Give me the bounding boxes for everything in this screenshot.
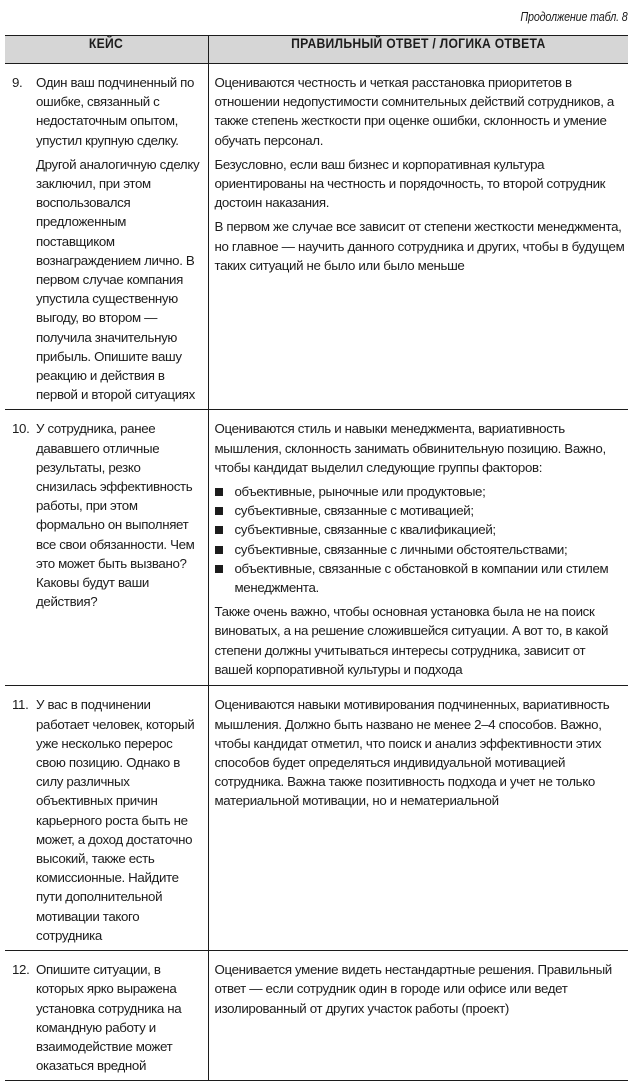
case-number: 12. xyxy=(12,962,30,978)
square-bullet-icon xyxy=(215,540,235,559)
square-bullet-icon xyxy=(215,501,235,520)
case-number: 11. xyxy=(12,697,29,713)
case-cell xyxy=(5,410,208,686)
table-continuation-caption: Продолжение табл. 8 xyxy=(520,10,628,24)
case-number: 9. xyxy=(12,75,23,90)
answer-text: Оцениваются стиль и навыки менеджмента, вариативность мышления, склонность занимать обвинительную позицию. Важно, чтобы кандидат выделил следующие группы факторов: xyxy=(214,421,606,475)
square-bullet-icon xyxy=(215,482,235,501)
case-cell xyxy=(5,686,208,951)
answer-text: В первом же случае все зависит от степени жесткости менеджмента, но главное — научить данного сотрудника и других, чтобы в будущем таких ситуаций не было или было меньше xyxy=(214,219,625,273)
list-item: субъективные, связанные с квалификацией; xyxy=(215,520,626,539)
table-row xyxy=(5,951,628,1081)
answer-text: Оцениваются навыки мотивирования подчиненных, вариативность мышления. Должно быть названо не менее 2–4 способов. Важно, чтобы кандидат отметил, что поиск и анализ эффективности этих способов будет определяться индивидуальной мотивацией сотрудника. Важна также позитивность подхода и учет не только материальной мотивации, но и нематериальной xyxy=(214,697,610,809)
answer-text: Безусловно, если ваш бизнес и корпоративная культура ориентированы на честность и порядочность, то второй сотрудник достоин наказания. xyxy=(214,156,606,211)
case-number: 10. xyxy=(12,421,30,437)
case-text: Опишите ситуации, в которых ярко выражена установка сотрудника на командную работу и взаимодействие может оказаться вредной xyxy=(36,962,182,1074)
list-item: объективные, связанные с обстановкой в компании или стилем менеджмента. xyxy=(215,559,626,597)
header-case: КЕЙС xyxy=(5,36,208,64)
case-cell xyxy=(5,951,208,1081)
case-text: Один ваш подчиненный по ошибке, связанный с недостаточным опытом, упустил крупную сделку. xyxy=(36,75,195,148)
case-text: Другой аналогичную сделку заключил, при этом воспользовался предложенным поставщиком вознаграждением лично. В первом случае компания упустила существенную выгоду, во втором — получила значительную прибыль. Опишите вашу реакцию и действия в первой и второй ситуациях xyxy=(36,156,200,403)
answer-text: Также очень важно, чтобы основная установка была не на поиск виноватых, а на решение сложившейся ситуации. А вот то, в какой степени должны учитываться интересы сотрудника, зависит от вашей корпоративной культуры и подхода xyxy=(214,604,609,677)
factor-list xyxy=(215,482,626,597)
square-bullet-icon xyxy=(215,520,235,539)
answer-cell xyxy=(208,951,628,1081)
case-text: У вас в подчинении работает человек, который уже несколько перерос свою позицию. Однако в силу различных объективных причин карьерного роста быть не может, а доход достаточно высокий, также есть комиссионные. Найдите пути дополнительной мотивации такого сотрудника xyxy=(36,697,195,943)
table-row xyxy=(5,686,628,951)
table-row xyxy=(5,64,628,410)
answer-cell xyxy=(208,410,628,686)
answer-cell xyxy=(208,64,628,410)
list-item: объективные, рыночные или продуктовые; xyxy=(215,482,626,501)
case-answer-table xyxy=(5,35,628,1081)
list-item: субъективные, связанные с мотивацией; xyxy=(215,501,626,520)
table-row xyxy=(5,410,628,686)
case-cell xyxy=(5,64,208,410)
case-text: У сотрудника, ранее дававшего отличные результаты, резко снизилась эффективность работы, при этом формально он выполняет все свои обязанности. Чем это может быть вызвано? Каковы будут ваши действия? xyxy=(36,421,195,610)
header-answer: ПРАВИЛЬНЫЙ ОТВЕТ / ЛОГИКА ОТВЕТА xyxy=(208,36,628,64)
answer-text: Оценивается умение видеть нестандартные решения. Правильный ответ — если сотрудник один в городе или офисе или ведет изолированный от других участок работы (проект) xyxy=(214,962,612,1016)
answer-cell xyxy=(208,686,628,951)
square-bullet-icon xyxy=(215,559,235,597)
table-header-row xyxy=(5,36,628,64)
list-item: субъективные, связанные с личными обстоятельствами; xyxy=(215,540,626,559)
answer-text: Оцениваются честность и четкая расстановка приоритетов в отношении недопустимости сомнительных действий сотрудников, а также степень жесткости при оценке ошибки, склонность и умение обучать персонал. xyxy=(214,75,614,148)
